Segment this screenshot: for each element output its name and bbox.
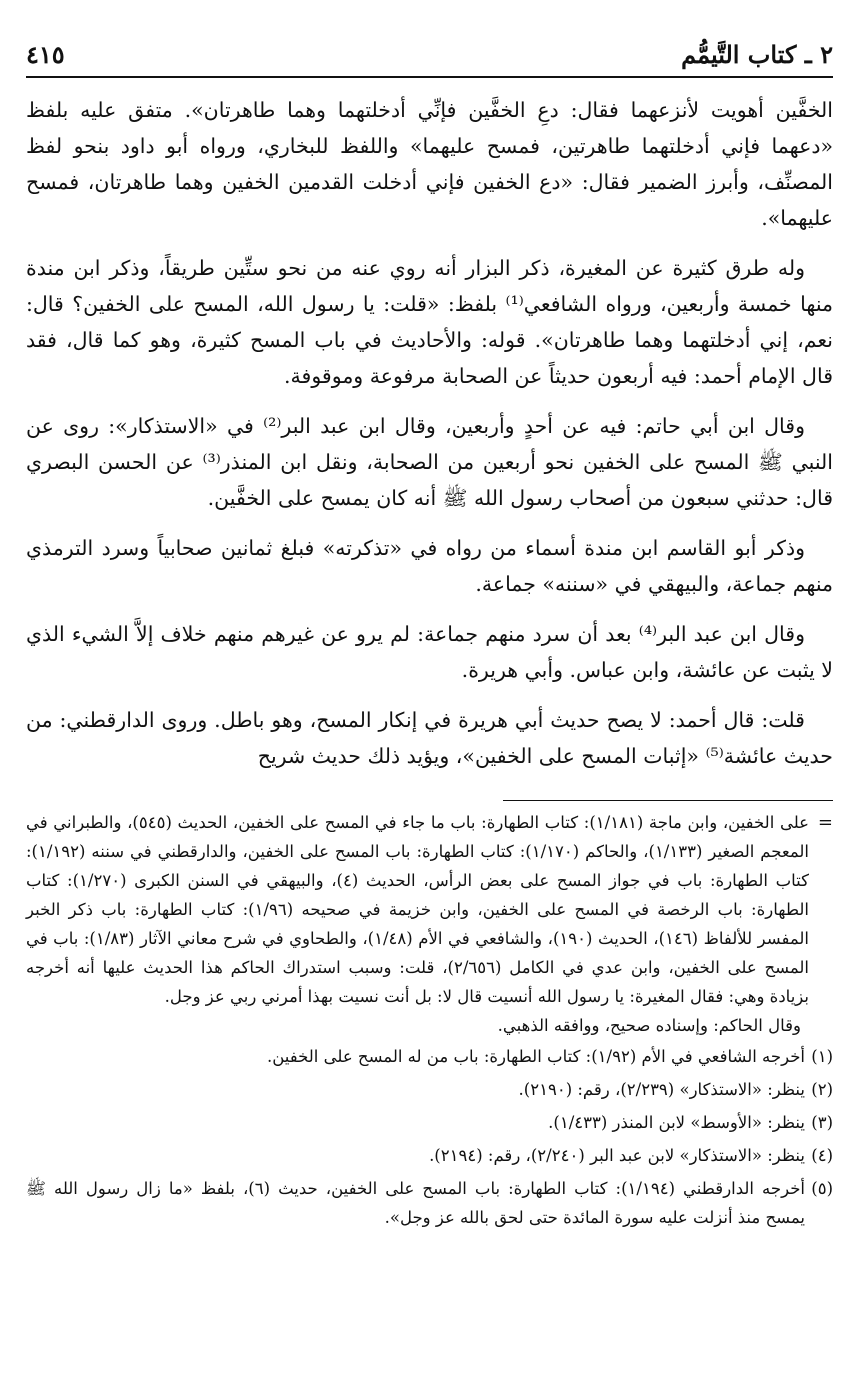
footnote-number: (٢) bbox=[811, 1080, 833, 1099]
page-header bbox=[26, 36, 833, 78]
page-number: ٤١٥ bbox=[26, 40, 65, 69]
footnote-item bbox=[26, 1141, 833, 1170]
continuation-marker: = bbox=[817, 812, 833, 833]
footnote-item bbox=[26, 1174, 833, 1232]
footnote-item bbox=[26, 1075, 833, 1104]
footnote-number: (١) bbox=[811, 1047, 833, 1066]
footnote-divider bbox=[503, 800, 833, 801]
paragraph: الخفَّين أهويت لأنزعهما فقال: دعِ الخفَّين فإنِّي أدخلتهما وهما طاهرتان». متفق عليه بلفظ «دعهما فإني أدخلتهما طاهرتين، فمسح عليهما» واللفظ للبخاري، ورواه أبو داود بنحو لفظ المصنِّف، وأبرز الضمير فقال: «دع الخفين فإني أدخلت القدمين الخفين وهما طاهرتان، فمسح عليهما». bbox=[26, 98, 833, 230]
footnote-text: وقال الحاكم: وإسناده صحيح، ووافقه الذهبي. bbox=[497, 1016, 801, 1035]
footnote-text: أخرجه الدارقطني (١/١٩٤): كتاب الطهارة: باب المسح على الخفين، حديث (٦)، بلفظ «ما زال رسول الله ﷺ يمسح منذ أنزلت عليه سورة المائدة حتى لحق بالله عز وجل». bbox=[26, 1179, 805, 1227]
footnote-item bbox=[26, 1042, 833, 1071]
footnote-text: أخرجه الشافعي في الأم (١/٩٢): كتاب الطهارة: باب من له المسح على الخفين. bbox=[266, 1047, 805, 1066]
footnote-continuation bbox=[26, 808, 833, 1040]
main-text bbox=[26, 92, 833, 788]
footnote-number: (٥) bbox=[811, 1179, 833, 1198]
footnote-number: (٣) bbox=[811, 1113, 833, 1132]
footnote-text: ينظر: «الأوسط» لابن المنذر (١/٤٣٣). bbox=[548, 1113, 805, 1132]
footnote-text: ينظر: «الاستذكار» (٢/٢٣٩)، رقم: (٢١٩٠). bbox=[518, 1080, 805, 1099]
paragraph: قلت: قال أحمد: لا يصح حديث أبي هريرة في إنكار المسح، وهو باطل. وروى الدارقطني: من حديث عائشة⁽⁵⁾ «إثبات المسح على الخفين»، ويؤيد ذلك حديث شريح bbox=[26, 708, 833, 768]
footnotes bbox=[26, 808, 833, 1236]
paragraph: وذكر أبو القاسم ابن مندة أسماء من رواه في «تذكرته» فبلغ ثمانين صحابياً وسرد الترمذي منهم جماعة، والبيهقي في «سننه» جماعة. bbox=[26, 536, 833, 596]
footnote-text: ينظر: «الاستذكار» لابن عبد البر (٢/٢٤٠)، رقم: (٢١٩٤). bbox=[429, 1146, 805, 1165]
footnote-number: (٤) bbox=[811, 1146, 833, 1165]
running-title: ٢ ـ كتاب التَّيمُّم bbox=[681, 40, 833, 69]
paragraph: وله طرق كثيرة عن المغيرة، ذكر البزار أنه روي عنه من نحو ستِّين طريقاً، وذكر ابن مندة منها خمسة وأربعين، ورواه الشافعي⁽¹⁾ بلفظ: «قلت: يا رسول الله، المسح على الخفين؟ قال: نعم، إني أدخلتهما وهما طاهرتان». قوله: والأحاديث في باب المسح كثيرة، وهو كما قال، فقد قال الإمام أحمد: فيه أربعون حديثاً عن الصحابة مرفوعة وموقوفة. bbox=[26, 256, 834, 388]
paragraph: وقال ابن عبد البر⁽⁴⁾ بعد أن سرد منهم جماعة: لم يرو عن غيرهم منهم خلاف إلاَّ الشيء الذي لا يثبت عن عائشة، وابن عباس. وأبي هريرة. bbox=[26, 622, 833, 682]
footnote-text: على الخفين، وابن ماجة (١/١٨١): كتاب الطهارة: باب ما جاء في المسح على الخفين، الحديث (٥٤٥)، والطبراني في المعجم الصغير (١/١٣٣)، والحاكم (١/١٧٠): كتاب الطهارة: باب المسح على الخفين، والدارقطني في سننه (١/١٩٢): كتاب الطهارة: باب في جواز المسح على بعض الرأس، الحديث (٤)، والبيهقي في السنن الكبرى (١/٢٧٠): كتاب الطهارة: باب الرخصة في المسح على الخفين، وابن خزيمة في صحيحه (١/٩٦): كتاب الطهارة: باب ذكر الخبر المفسر للألفاظ (١٤٦)، الحديث (١٩٠)، والشافعي في الأم (١/٤٨)، والطحاوي في شرح معاني الآثار (١/٨٣): باب في المسح على الخفين، وابن عدي في الكامل (٢/٦٥٦)، قلت: وسبب استدراك الحاكم هذا الحديث عليها أنه أخرجه بزيادة وهي: فقال المغيرة: يا رسول الله أنسيت قال لا: بل أنت نسيت بهذا أمرني ربي عز وجل. bbox=[26, 813, 810, 1006]
paragraph: وقال ابن أبي حاتم: فيه عن أحدٍ وأربعين، وقال ابن عبد البر⁽²⁾ في «الاستذكار»: روى عن النبي ﷺ المسح على الخفين نحو أربعين من الصحابة، ونقل ابن المنذر⁽³⁾ عن الحسن البصري قال: حدثني سبعون من أصحاب رسول الله ﷺ أنه كان يمسح على الخفَّين. bbox=[26, 414, 833, 510]
footnote-item bbox=[26, 1108, 833, 1137]
